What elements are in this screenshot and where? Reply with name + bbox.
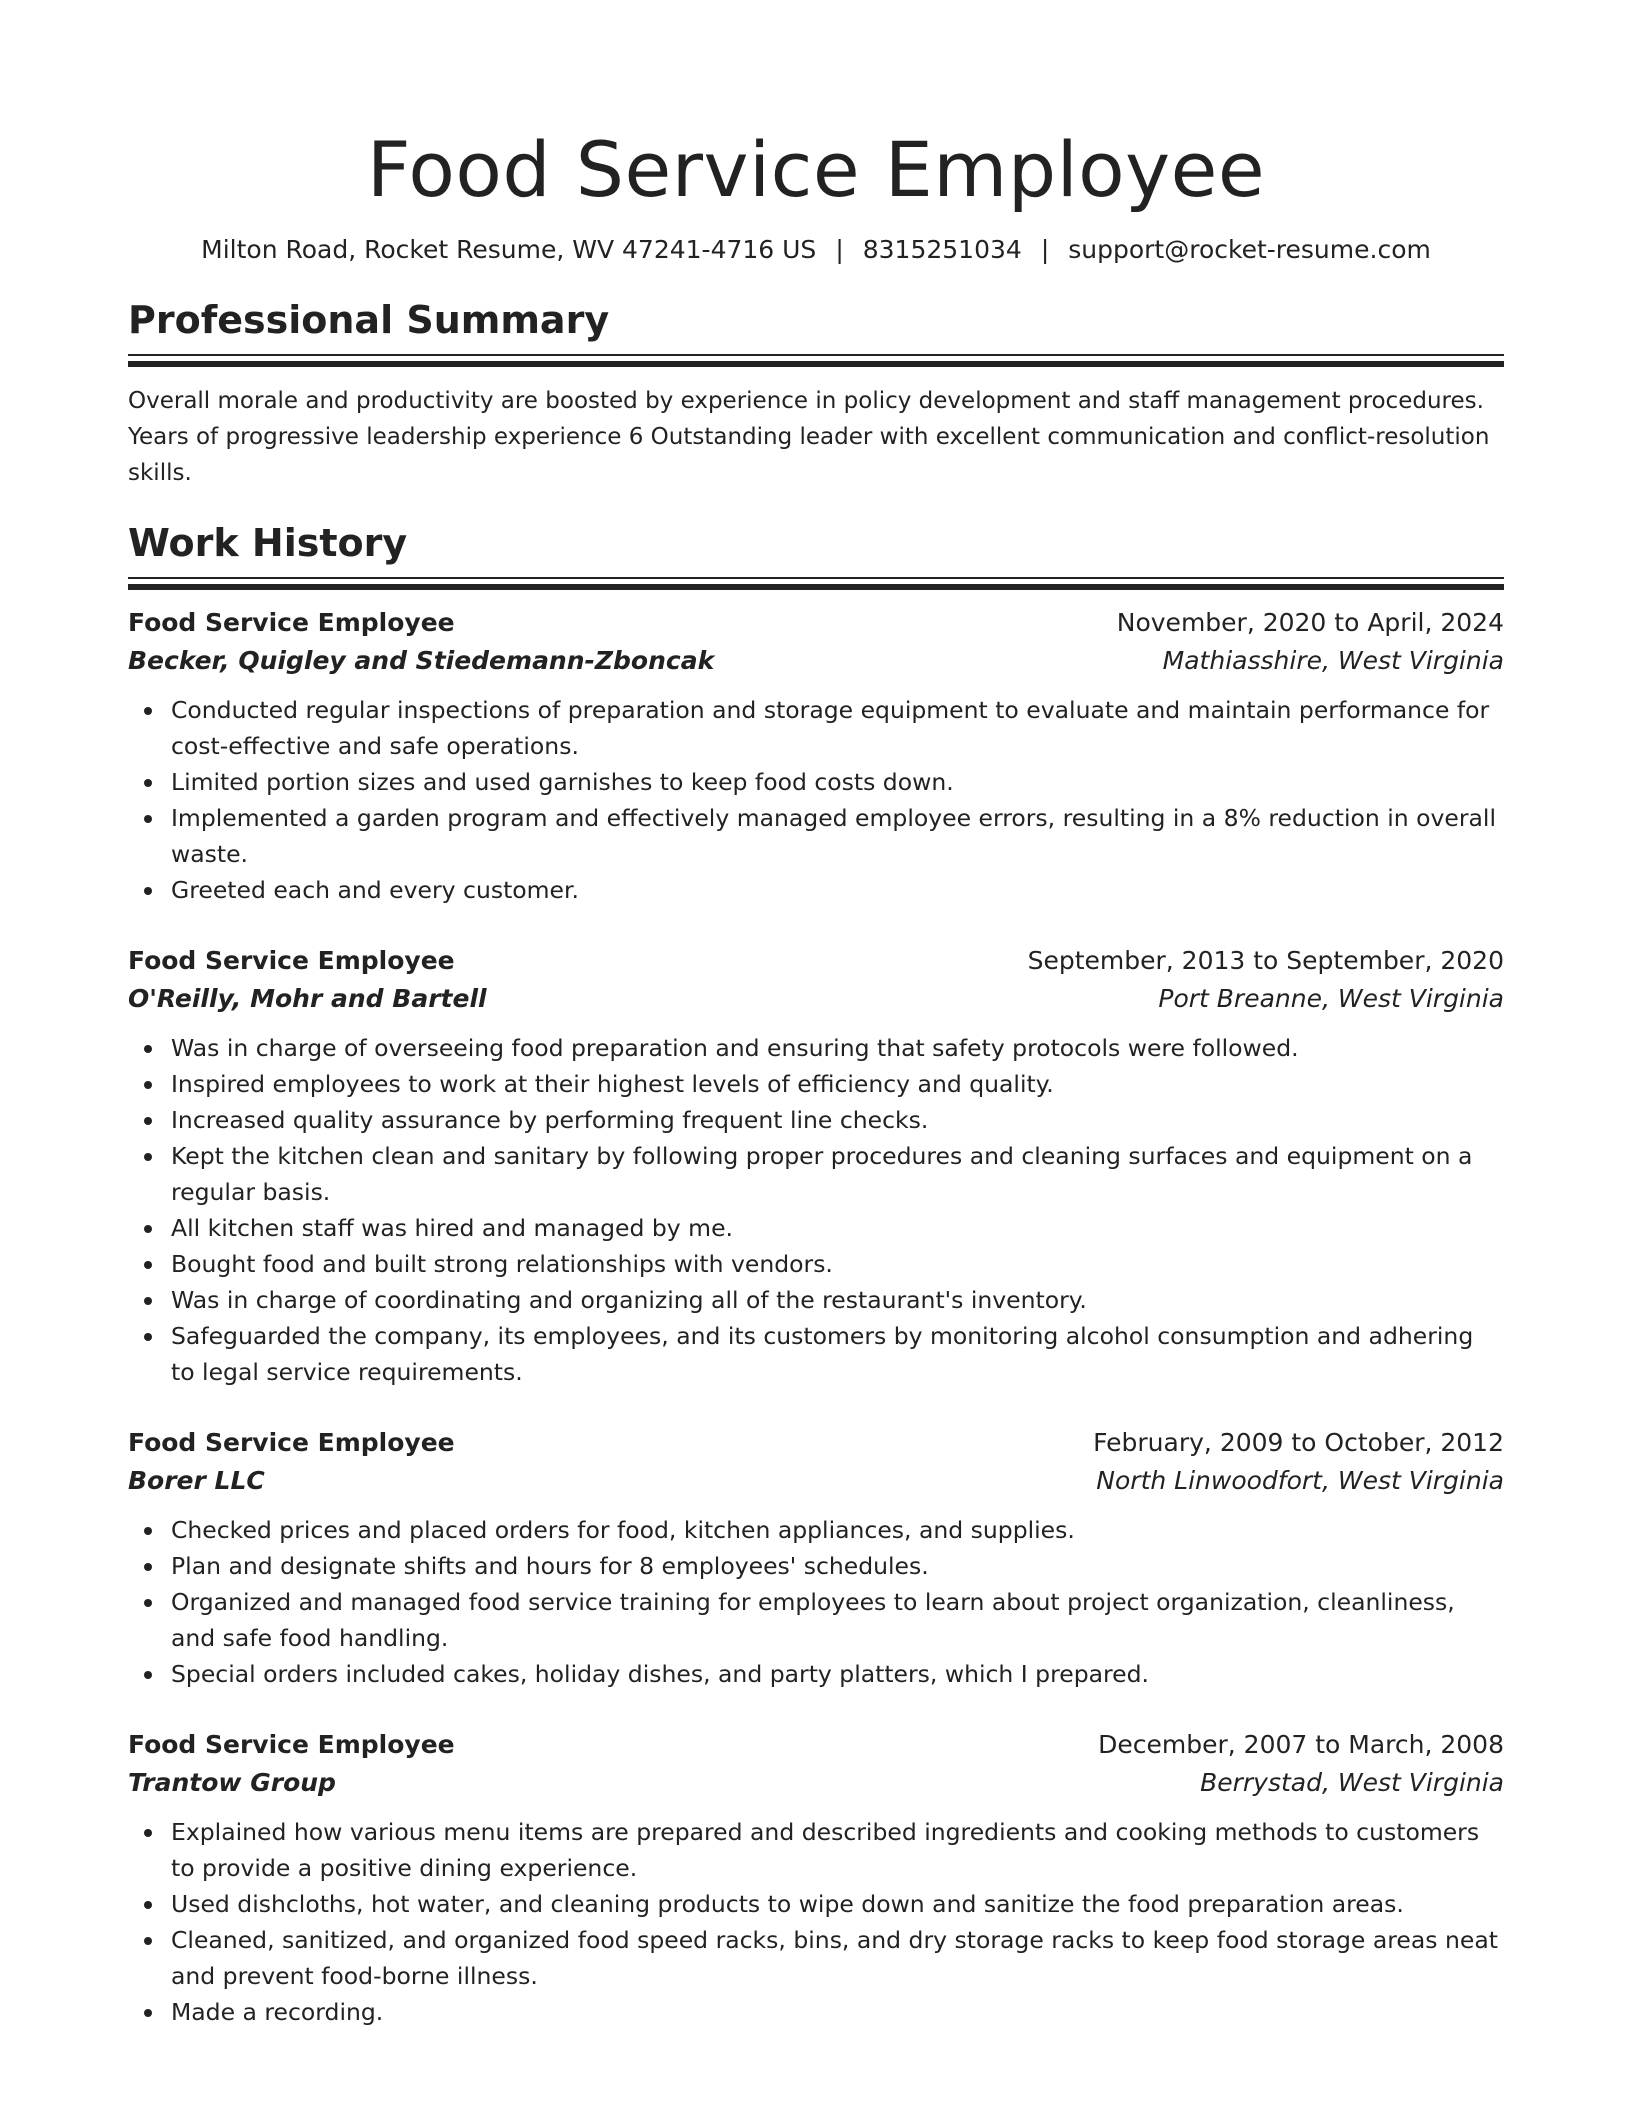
job-title: Food Service Employee [128, 946, 455, 975]
summary-text: Overall morale and productivity are boosted by experience in policy development and staff management procedures. Years of progressive leadership experience 6 Outstanding leader with excellent communication and conflict-resolution skills. [128, 388, 1490, 486]
job-company: Becker, Quigley and Stiedemann-Zboncak [128, 646, 715, 675]
job-dates: September, 2013 to September, 2020 [1027, 946, 1504, 975]
section-rule-thick [128, 584, 1504, 590]
job-header-row [128, 1726, 1504, 1764]
work-history-section [128, 519, 1504, 2030]
list-item: Increased quality assurance by performing frequent line checks. [128, 1102, 1504, 1138]
job-company: Trantow Group [128, 1768, 336, 1797]
job-title: Food Service Employee [128, 1428, 455, 1457]
section-rule-thick [128, 361, 1504, 367]
job-company: O'Reilly, Mohr and Bartell [128, 984, 487, 1013]
contact-line [128, 234, 1504, 266]
list-item: All kitchen staff was hired and managed by me. [128, 1210, 1504, 1246]
list-item: Implemented a garden program and effectively managed employee errors, resulting in a 8% reduction in overall waste. [128, 800, 1504, 872]
job-location: Mathiasshire, West Virginia [1162, 646, 1504, 675]
contact-address: Milton Road, Rocket Resume, WV 47241-4716 US [201, 235, 817, 264]
list-item: Checked prices and placed orders for food, kitchen appliances, and supplies. [128, 1512, 1504, 1548]
list-item: Conducted regular inspections of preparation and storage equipment to evaluate and maintain performance for cost-effective and safe operations. [128, 692, 1504, 764]
job-entry [128, 1424, 1504, 1692]
job-header-row [128, 1424, 1504, 1462]
job-title: Food Service Employee [128, 608, 455, 637]
job-company-row [128, 642, 1504, 680]
section-title-summary: Professional Summary [128, 298, 610, 342]
job-header-row [128, 942, 1504, 980]
job-company-row [128, 1462, 1504, 1500]
contact-email: support@rocket-resume.com [1068, 235, 1431, 264]
job-entry [128, 1726, 1504, 2030]
list-item: Limited portion sizes and used garnishes to keep food costs down. [128, 764, 1504, 800]
contact-separator: | [835, 235, 844, 264]
job-company-row [128, 980, 1504, 1018]
list-item: Greeted each and every customer. [128, 872, 1504, 908]
list-item: Plan and designate shifts and hours for 8 employees' schedules. [128, 1548, 1504, 1584]
job-bullets [128, 1030, 1504, 1390]
job-bullets [128, 692, 1504, 908]
list-item: Organized and managed food service training for employees to learn about project organization, cleanliness, and safe food handling. [128, 1584, 1504, 1656]
job-dates: December, 2007 to March, 2008 [1098, 1730, 1504, 1759]
job-location: Berrystad, West Virginia [1200, 1768, 1504, 1797]
list-item: Kept the kitchen clean and sanitary by following proper procedures and cleaning surfaces and equipment on a regular basis. [128, 1138, 1504, 1210]
contact-phone: 8315251034 [862, 235, 1022, 264]
jobs-list [128, 604, 1504, 2030]
job-title: Food Service Employee [128, 1730, 455, 1759]
job-dates: February, 2009 to October, 2012 [1093, 1428, 1504, 1457]
list-item: Special orders included cakes, holiday dishes, and party platters, which I prepared. [128, 1656, 1504, 1692]
list-item: Was in charge of coordinating and organizing all of the restaurant's inventory. [128, 1282, 1504, 1318]
job-location: North Linwoodfort, West Virginia [1096, 1466, 1504, 1495]
list-item: Cleaned, sanitized, and organized food speed racks, bins, and dry storage racks to keep food storage areas neat and prevent food-borne illness. [128, 1922, 1504, 1994]
list-item: Explained how various menu items are prepared and described ingredients and cooking methods to customers to provide a positive dining experience. [128, 1814, 1504, 1886]
candidate-name: Food Service Employee [366, 125, 1266, 214]
resume-page [128, 0, 1504, 2030]
section-rule [128, 354, 1504, 356]
job-header-row [128, 604, 1504, 642]
list-item: Inspired employees to work at their highest levels of efficiency and quality. [128, 1066, 1504, 1102]
job-bullets [128, 1814, 1504, 2030]
list-item: Bought food and built strong relationships with vendors. [128, 1246, 1504, 1282]
section-rule [128, 577, 1504, 579]
job-entry [128, 942, 1504, 1390]
job-location: Port Breanne, West Virginia [1158, 984, 1504, 1013]
list-item: Was in charge of overseeing food preparation and ensuring that safety protocols were followed. [128, 1030, 1504, 1066]
list-item: Safeguarded the company, its employees, and its customers by monitoring alcohol consumption and adhering to legal service requirements. [128, 1318, 1504, 1390]
contact-separator: | [1040, 235, 1050, 264]
summary-section [128, 296, 1504, 491]
job-dates: November, 2020 to April, 2024 [1116, 608, 1504, 637]
section-title-work-history: Work History [128, 521, 408, 565]
job-company: Borer LLC [128, 1466, 265, 1495]
list-item: Used dishcloths, hot water, and cleaning products to wipe down and sanitize the food preparation areas. [128, 1886, 1504, 1922]
job-company-row [128, 1764, 1504, 1802]
list-item: Made a recording. [128, 1994, 1504, 2030]
job-bullets [128, 1512, 1504, 1692]
job-entry [128, 604, 1504, 908]
